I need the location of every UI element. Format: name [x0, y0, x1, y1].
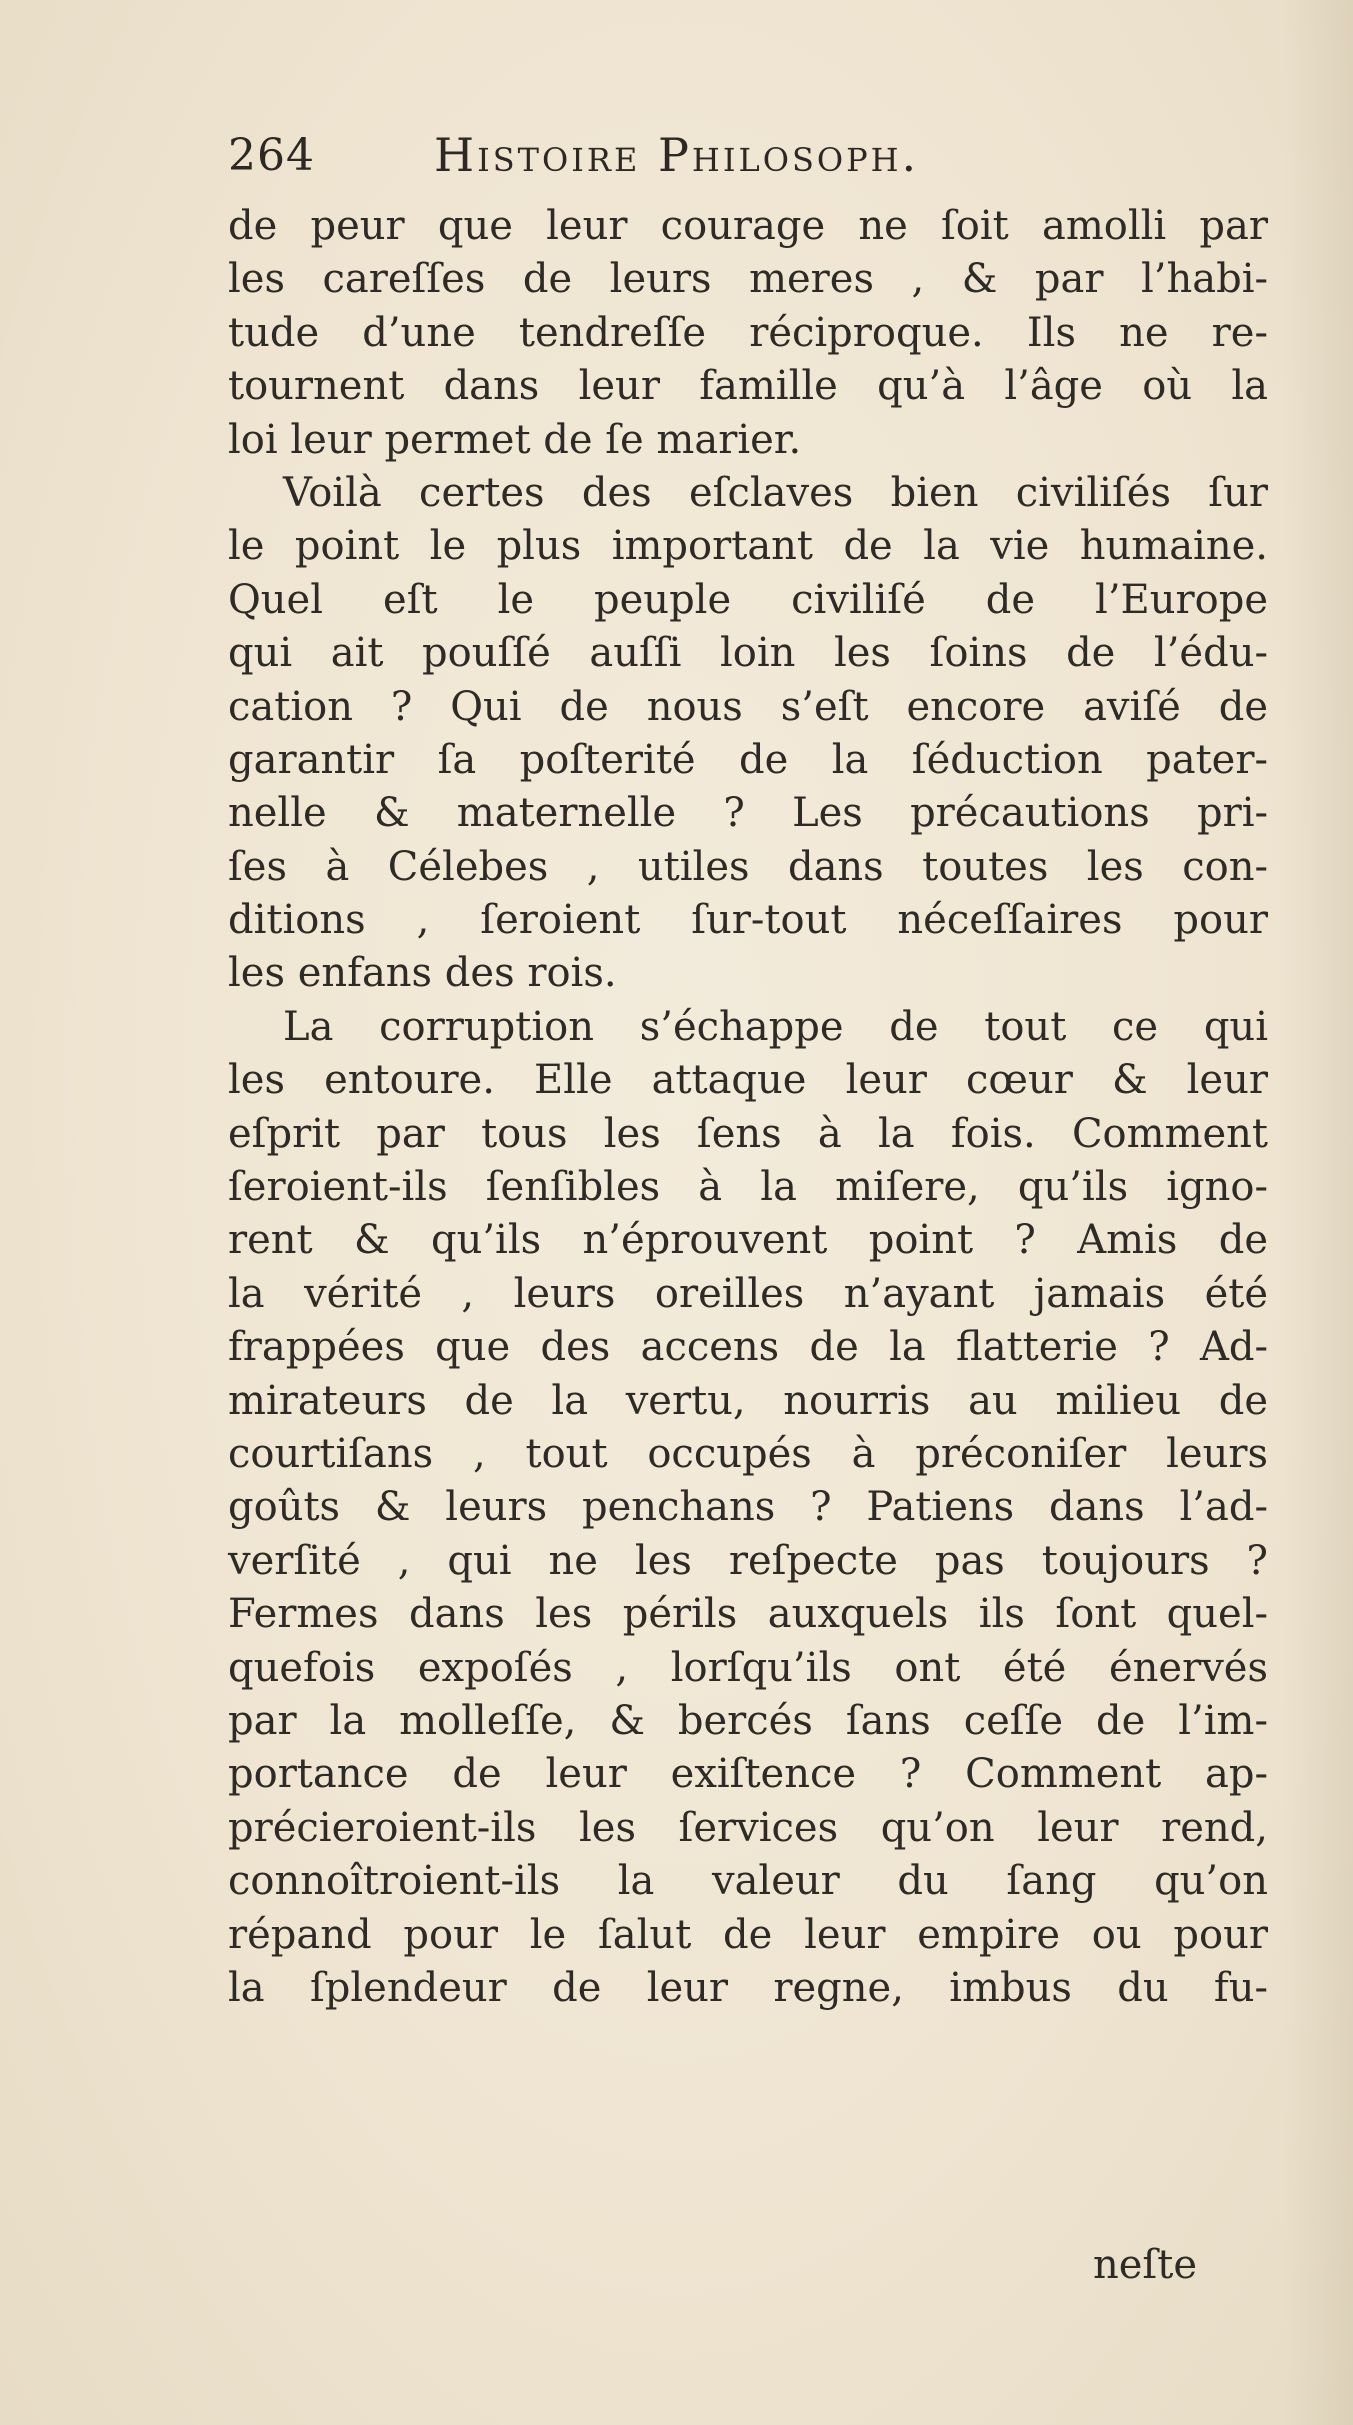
text-line: verſité , qui ne les reſpecte pas toujours ? — [228, 1537, 1268, 1584]
text-line: Quel eſt le peuple civiliſé de l’Europe — [228, 576, 1268, 623]
page-number: 264 — [228, 130, 315, 181]
text-line: goûts & leurs penchans ? Patiens dans l’ad- — [228, 1484, 1268, 1531]
text-line: de peur que leur courage ne ſoit amolli par — [228, 203, 1268, 249]
text-line: la ſplendeur de leur regne, imbus du fu- — [228, 1964, 1268, 2011]
running-title: Histoire Philosoph. — [434, 128, 920, 182]
text-line: eſprit par tous les ſens à la fois. Comment — [228, 1110, 1268, 1157]
text-line: frappées que des accens de la flatterie ? Ad- — [228, 1324, 1268, 1371]
text-line: ſes à Célebes , utiles dans toutes les con- — [228, 843, 1268, 890]
body-text — [228, 200, 1268, 2015]
catchword: neſte — [1093, 2242, 1197, 2288]
text-line: précieroient-ils les ſervices qu’on leur rend, — [228, 1804, 1268, 1851]
text-line: connoîtroient-ils la valeur du ſang qu’on — [228, 1858, 1268, 1905]
text-line: Fermes dans les périls auxquels ils ſont quel- — [228, 1591, 1268, 1638]
paragraph — [228, 200, 1268, 467]
text-line: tournent dans leur famille qu’à l’âge où la — [228, 363, 1268, 410]
paragraph — [228, 467, 1268, 1001]
running-head — [228, 116, 1268, 196]
text-line: tude d’une tendreſſe réciproque. Ils ne re- — [228, 309, 1268, 356]
text-line: qui ait pouſſé auſſi loin les ſoins de l’édu- — [228, 630, 1268, 677]
text-line: cation ? Qui de nous s’eſt encore aviſé de — [228, 683, 1268, 730]
text-line: nelle & maternelle ? Les précautions pri- — [228, 790, 1268, 837]
text-line: portance de leur exiſtence ? Comment ap- — [228, 1751, 1268, 1798]
text-line: le point le plus important de la vie humaine. — [228, 523, 1268, 570]
text-line: la vérité , leurs oreilles n’ayant jamais été — [228, 1270, 1268, 1317]
paragraph — [228, 1001, 1268, 2015]
text-line: La corruption s’échappe de tout ce qui — [283, 1003, 1268, 1050]
text-line: ditions , ſeroient ſur-tout néceſſaires pour — [228, 897, 1268, 944]
text-line: ſeroient-ils ſenſibles à la miſere, qu’ils igno- — [228, 1164, 1268, 1211]
text-line: mirateurs de la vertu, nourris au milieu de — [228, 1377, 1268, 1424]
text-line: les entoure. Elle attaque leur cœur & leur — [228, 1057, 1268, 1104]
text-line: les careſſes de leurs meres , & par l’habi- — [228, 256, 1268, 303]
text-line: rent & qu’ils n’éprouvent point ? Amis de — [228, 1217, 1268, 1264]
text-line: courtiſans , tout occupés à préconiſer leurs — [228, 1430, 1268, 1477]
text-line: quefois expoſés , lorſqu’ils ont été énervés — [228, 1644, 1268, 1691]
text-line: garantir ſa poſterité de la ſéduction pater- — [228, 736, 1268, 783]
text-line: par la molleſſe, & bercés ſans ceſſe de l’im- — [228, 1697, 1268, 1744]
text-line: les enfans des rois. — [228, 950, 617, 997]
text-line: Voilà certes des eſclaves bien civiliſés ſur — [283, 469, 1268, 516]
text-line: répand pour le ſalut de leur empire ou pour — [228, 1911, 1268, 1958]
text-line: loi leur permet de ſe marier. — [228, 416, 802, 463]
